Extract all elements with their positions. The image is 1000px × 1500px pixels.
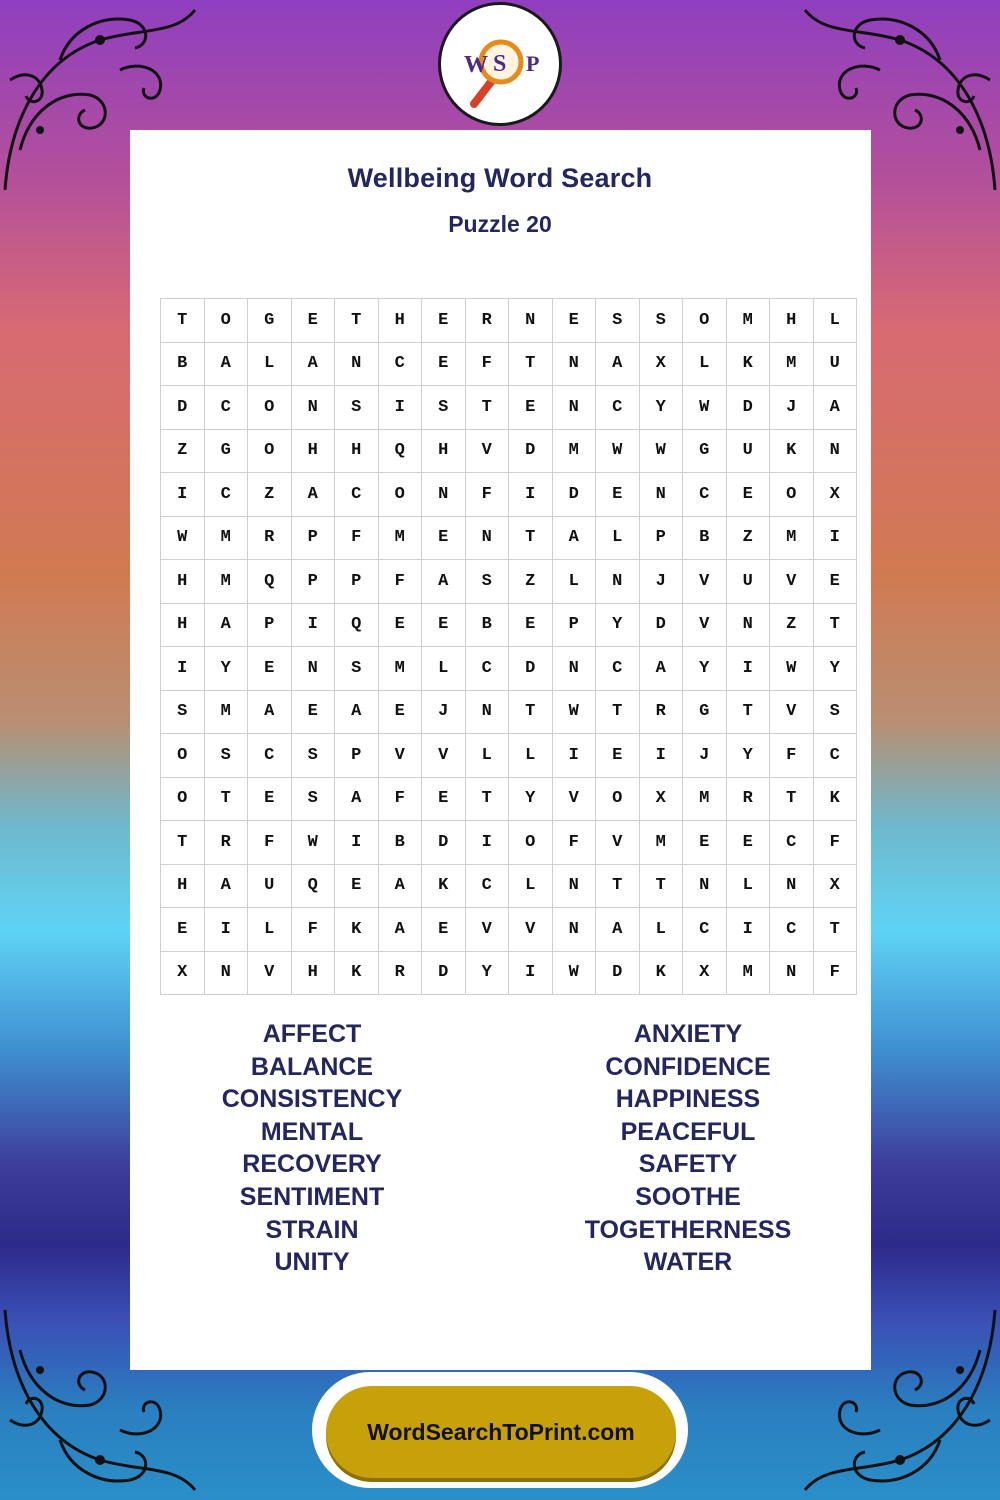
logo-letter-w: W [464, 52, 488, 78]
grid-cell[interactable]: E [422, 516, 466, 560]
grid-row [161, 386, 857, 430]
grid-cell[interactable]: W [639, 429, 683, 473]
grid-cell[interactable]: I [813, 516, 857, 560]
grid-cell[interactable]: V [422, 734, 466, 778]
grid-cell[interactable]: X [683, 951, 727, 995]
grid-row [161, 560, 857, 604]
grid-cell[interactable]: E [422, 777, 466, 821]
grid-cell[interactable]: A [335, 777, 379, 821]
grid-cell[interactable]: W [683, 386, 727, 430]
word-list-item: BALANCE [250, 1052, 374, 1081]
grid-cell[interactable]: T [509, 342, 553, 386]
grid-cell[interactable]: C [770, 908, 814, 952]
grid-cell[interactable]: P [335, 734, 379, 778]
grid-cell[interactable]: W [552, 951, 596, 995]
grid-cell[interactable]: V [770, 560, 814, 604]
grid-cell[interactable]: N [770, 951, 814, 995]
word-list-left [162, 1018, 462, 1279]
grid-cell[interactable]: E [422, 299, 466, 343]
grid-cell[interactable]: N [552, 386, 596, 430]
grid-cell[interactable]: G [248, 299, 292, 343]
grid-cell[interactable]: S [813, 690, 857, 734]
grid-cell[interactable]: Q [291, 864, 335, 908]
grid-cell[interactable]: U [248, 864, 292, 908]
grid-cell[interactable]: J [422, 690, 466, 734]
grid-cell[interactable]: D [161, 386, 205, 430]
grid-cell[interactable]: N [204, 951, 248, 995]
grid-cell[interactable]: N [552, 864, 596, 908]
grid-cell[interactable]: H [335, 429, 379, 473]
grid-cell[interactable]: L [509, 734, 553, 778]
grid-cell[interactable]: Y [683, 647, 727, 691]
grid-cell[interactable]: P [248, 603, 292, 647]
grid-cell[interactable]: K [639, 951, 683, 995]
word-list-right [538, 1018, 838, 1279]
grid-row [161, 473, 857, 517]
grid-cell[interactable]: S [422, 386, 466, 430]
grid-cell[interactable]: W [291, 821, 335, 865]
grid-cell[interactable]: Q [378, 429, 422, 473]
grid-cell[interactable]: A [378, 864, 422, 908]
grid-cell[interactable]: Y [204, 647, 248, 691]
grid-cell[interactable]: P [291, 560, 335, 604]
grid-cell[interactable]: V [248, 951, 292, 995]
word-list-item: HAPPINESS [615, 1085, 761, 1114]
grid-cell[interactable]: R [248, 516, 292, 560]
grid-cell[interactable]: Y [465, 951, 509, 995]
grid-cell[interactable]: A [291, 473, 335, 517]
grid-cell[interactable]: N [465, 516, 509, 560]
grid-cell[interactable]: N [596, 560, 640, 604]
grid-cell[interactable]: E [813, 560, 857, 604]
grid-cell[interactable]: M [204, 690, 248, 734]
website-link-button[interactable]: WordSearchToPrint.com [326, 1386, 676, 1478]
grid-cell[interactable]: I [335, 821, 379, 865]
grid-cell[interactable]: P [291, 516, 335, 560]
grid-cell[interactable]: H [770, 299, 814, 343]
grid-cell[interactable]: T [161, 299, 205, 343]
grid-cell[interactable]: C [248, 734, 292, 778]
grid-cell[interactable]: B [465, 603, 509, 647]
word-list-item: UNITY [274, 1248, 350, 1277]
grid-cell[interactable]: D [726, 386, 770, 430]
word-list-item: ANXIETY [633, 1020, 743, 1048]
grid-cell[interactable]: T [335, 299, 379, 343]
grid-cell[interactable]: S [465, 560, 509, 604]
grid-cell[interactable]: R [639, 690, 683, 734]
grid-cell[interactable]: S [291, 777, 335, 821]
grid-cell[interactable]: Z [770, 603, 814, 647]
grid-cell[interactable]: V [683, 603, 727, 647]
grid-cell[interactable]: C [596, 647, 640, 691]
grid-cell[interactable]: C [596, 386, 640, 430]
grid-cell[interactable]: D [509, 429, 553, 473]
grid-cell[interactable]: B [161, 342, 205, 386]
grid-cell[interactable]: O [248, 429, 292, 473]
puzzle-number: Puzzle 20 [448, 211, 552, 237]
grid-cell[interactable]: M [726, 951, 770, 995]
grid-cell[interactable]: F [378, 777, 422, 821]
grid-cell[interactable]: N [726, 603, 770, 647]
grid-cell[interactable]: L [726, 864, 770, 908]
grid-cell[interactable]: T [596, 864, 640, 908]
logo-letter-s: S [493, 51, 507, 77]
grid-cell[interactable]: A [596, 342, 640, 386]
grid-cell[interactable]: K [335, 951, 379, 995]
grid-cell[interactable]: E [248, 777, 292, 821]
grid-cell[interactable]: L [596, 516, 640, 560]
grid-cell[interactable]: C [683, 908, 727, 952]
grid-cell[interactable]: F [291, 908, 335, 952]
grid-cell[interactable]: E [291, 299, 335, 343]
word-list-item: SOOTHE [635, 1182, 741, 1211]
grid-cell[interactable]: O [770, 473, 814, 517]
word-list-item: CONSISTENCY [221, 1085, 403, 1114]
grid-cell[interactable]: A [378, 908, 422, 952]
word-list-item: CONFIDENCE [605, 1052, 771, 1081]
grid-cell[interactable]: N [291, 647, 335, 691]
grid-cell[interactable]: M [770, 342, 814, 386]
grid-cell[interactable]: M [204, 516, 248, 560]
grid-cell[interactable]: S [639, 299, 683, 343]
grid-row [161, 821, 857, 865]
grid-cell[interactable]: E [291, 690, 335, 734]
grid-cell[interactable]: R [378, 951, 422, 995]
grid-cell[interactable]: A [335, 690, 379, 734]
grid-cell[interactable]: I [204, 908, 248, 952]
grid-cell[interactable]: Y [509, 777, 553, 821]
grid-cell[interactable]: A [596, 908, 640, 952]
grid-cell[interactable]: F [335, 516, 379, 560]
grid-cell[interactable]: E [596, 473, 640, 517]
grid-cell[interactable]: T [596, 690, 640, 734]
grid-cell[interactable]: O [378, 473, 422, 517]
grid-cell[interactable]: I [161, 647, 205, 691]
grid-cell[interactable]: N [509, 299, 553, 343]
grid-cell[interactable]: T [204, 777, 248, 821]
grid-cell[interactable]: E [552, 299, 596, 343]
grid-row [161, 603, 857, 647]
word-list-item: RECOVERY [242, 1150, 382, 1179]
grid-cell[interactable]: Y [813, 647, 857, 691]
grid-row [161, 647, 857, 691]
grid-cell[interactable]: G [204, 429, 248, 473]
grid-cell[interactable]: I [465, 821, 509, 865]
grid-cell[interactable]: R [465, 299, 509, 343]
grid-cell[interactable]: D [422, 821, 466, 865]
grid-cell[interactable]: V [509, 908, 553, 952]
grid-cell[interactable]: E [596, 734, 640, 778]
grid-row [161, 299, 857, 343]
grid-cell[interactable]: S [204, 734, 248, 778]
grid-cell[interactable]: W [770, 647, 814, 691]
grid-cell[interactable]: V [552, 777, 596, 821]
grid-cell[interactable]: C [770, 821, 814, 865]
grid-cell[interactable]: F [465, 473, 509, 517]
grid-cell[interactable]: N [770, 864, 814, 908]
grid-row [161, 690, 857, 734]
grid-cell[interactable]: L [465, 734, 509, 778]
grid-cell[interactable]: N [813, 429, 857, 473]
grid-cell[interactable]: S [161, 690, 205, 734]
grid-cell[interactable]: C [465, 864, 509, 908]
grid-cell[interactable]: M [378, 516, 422, 560]
grid-cell[interactable]: I [291, 603, 335, 647]
grid-cell[interactable]: U [813, 342, 857, 386]
grid-cell[interactable]: E [422, 342, 466, 386]
grid-cell[interactable]: W [596, 429, 640, 473]
grid-cell[interactable]: C [335, 473, 379, 517]
grid-cell[interactable]: P [552, 603, 596, 647]
grid-cell[interactable]: K [726, 342, 770, 386]
grid-cell[interactable]: I [509, 951, 553, 995]
grid-cell[interactable]: T [509, 516, 553, 560]
grid-cell[interactable]: N [552, 908, 596, 952]
grid-cell[interactable]: A [639, 647, 683, 691]
grid-cell[interactable]: X [813, 864, 857, 908]
grid-cell[interactable]: S [335, 386, 379, 430]
grid-cell[interactable]: E [726, 473, 770, 517]
grid-cell[interactable]: K [422, 864, 466, 908]
grid-cell[interactable]: X [639, 342, 683, 386]
grid-cell[interactable]: R [204, 821, 248, 865]
grid-row [161, 429, 857, 473]
grid-cell[interactable]: Q [335, 603, 379, 647]
grid-cell[interactable]: L [683, 342, 727, 386]
grid-cell[interactable]: N [683, 864, 727, 908]
grid-cell[interactable]: E [422, 603, 466, 647]
grid-cell[interactable]: C [204, 386, 248, 430]
grid-cell[interactable]: A [291, 342, 335, 386]
grid-cell[interactable]: Y [596, 603, 640, 647]
grid-cell[interactable]: P [639, 516, 683, 560]
grid-cell[interactable]: I [378, 386, 422, 430]
grid-cell[interactable]: G [683, 429, 727, 473]
grid-cell[interactable]: S [335, 647, 379, 691]
grid-cell[interactable]: M [639, 821, 683, 865]
grid-cell[interactable]: N [291, 386, 335, 430]
grid-cell[interactable]: Z [509, 560, 553, 604]
grid-cell[interactable]: A [552, 516, 596, 560]
grid-cell[interactable]: E [509, 386, 553, 430]
grid-cell[interactable]: T [770, 777, 814, 821]
grid-cell[interactable]: N [552, 342, 596, 386]
grid-cell[interactable]: L [248, 342, 292, 386]
grid-cell[interactable]: U [726, 560, 770, 604]
grid-cell[interactable]: T [465, 386, 509, 430]
grid-cell[interactable]: X [813, 473, 857, 517]
grid-cell[interactable]: T [465, 777, 509, 821]
grid-cell[interactable]: E [378, 603, 422, 647]
grid-cell[interactable]: V [465, 908, 509, 952]
grid-cell[interactable]: C [204, 473, 248, 517]
grid-cell[interactable]: Z [161, 429, 205, 473]
grid-cell[interactable]: E [683, 821, 727, 865]
grid-cell[interactable]: O [161, 734, 205, 778]
grid-cell[interactable]: O [248, 386, 292, 430]
word-list-item: PEACEFUL [620, 1117, 756, 1146]
grid-cell[interactable]: A [813, 386, 857, 430]
grid-row [161, 734, 857, 778]
grid-cell[interactable]: I [639, 734, 683, 778]
grid-cell[interactable]: O [161, 777, 205, 821]
grid-cell[interactable]: S [291, 734, 335, 778]
grid-cell[interactable]: I [726, 908, 770, 952]
grid-cell[interactable]: O [683, 299, 727, 343]
word-list-item: MENTAL [260, 1117, 364, 1146]
grid-cell[interactable]: J [639, 560, 683, 604]
grid-cell[interactable]: T [161, 821, 205, 865]
grid-cell[interactable]: J [770, 386, 814, 430]
grid-cell[interactable]: W [552, 690, 596, 734]
grid-cell[interactable]: E [422, 908, 466, 952]
grid-cell[interactable]: F [378, 560, 422, 604]
grid-cell[interactable]: E [248, 647, 292, 691]
wsp-logo [438, 2, 562, 126]
grid-cell[interactable]: L [813, 299, 857, 343]
grid-cell[interactable]: I [509, 473, 553, 517]
grid-cell[interactable]: M [683, 777, 727, 821]
grid-cell[interactable]: A [204, 864, 248, 908]
grid-cell[interactable]: T [639, 864, 683, 908]
grid-cell[interactable]: H [378, 299, 422, 343]
grid-cell[interactable]: N [335, 342, 379, 386]
grid-cell[interactable]: U [726, 429, 770, 473]
grid-cell[interactable]: M [204, 560, 248, 604]
grid-cell[interactable]: I [552, 734, 596, 778]
grid-cell[interactable]: T [813, 908, 857, 952]
grid-cell[interactable]: G [683, 690, 727, 734]
grid-cell[interactable]: F [552, 821, 596, 865]
grid-cell[interactable]: H [291, 951, 335, 995]
grid-row [161, 777, 857, 821]
grid-cell[interactable]: V [465, 429, 509, 473]
grid-cell[interactable]: F [813, 821, 857, 865]
grid-cell[interactable]: C [813, 734, 857, 778]
grid-cell[interactable]: X [639, 777, 683, 821]
grid-cell[interactable]: T [509, 690, 553, 734]
logo-letter-p: P [526, 51, 540, 76]
grid-cell[interactable]: H [161, 603, 205, 647]
grid-cell[interactable]: B [378, 821, 422, 865]
grid-cell[interactable]: Q [248, 560, 292, 604]
word-search-grid [160, 298, 857, 995]
grid-cell[interactable]: Z [726, 516, 770, 560]
word-list-item: SENTIMENT [239, 1182, 385, 1211]
grid-cell[interactable]: K [813, 777, 857, 821]
grid-cell[interactable]: E [161, 908, 205, 952]
grid-cell[interactable]: E [726, 821, 770, 865]
page-title: Wellbeing Word Search [347, 163, 653, 193]
word-list-item: WATER [643, 1248, 733, 1277]
grid-cell[interactable]: C [465, 647, 509, 691]
grid-cell[interactable]: O [596, 777, 640, 821]
grid-cell[interactable]: V [770, 690, 814, 734]
grid-cell[interactable]: A [248, 690, 292, 734]
grid-cell[interactable]: S [596, 299, 640, 343]
grid-cell[interactable]: D [596, 951, 640, 995]
grid-cell[interactable]: T [726, 690, 770, 734]
grid-cell[interactable]: H [422, 429, 466, 473]
grid-cell[interactable]: F [813, 951, 857, 995]
grid-cell[interactable]: M [552, 429, 596, 473]
grid-cell[interactable]: E [335, 864, 379, 908]
grid-cell[interactable]: K [335, 908, 379, 952]
grid-cell[interactable]: D [509, 647, 553, 691]
grid-cell[interactable]: O [509, 821, 553, 865]
grid-cell[interactable]: F [248, 821, 292, 865]
grid-cell[interactable]: Y [726, 734, 770, 778]
grid-cell[interactable]: N [422, 473, 466, 517]
grid-cell[interactable]: A [204, 342, 248, 386]
grid-cell[interactable]: L [509, 864, 553, 908]
word-list-item: STRAIN [265, 1215, 359, 1244]
grid-cell[interactable]: R [726, 777, 770, 821]
grid-cell[interactable]: D [639, 603, 683, 647]
grid-cell[interactable]: E [378, 690, 422, 734]
grid-cell[interactable]: L [639, 908, 683, 952]
word-list-item: TOGETHERNESS [584, 1215, 792, 1244]
word-list-item: AFFECT [262, 1020, 362, 1048]
grid-cell[interactable]: N [639, 473, 683, 517]
grid-cell[interactable]: W [161, 516, 205, 560]
grid-row [161, 908, 857, 952]
grid-cell[interactable]: D [552, 473, 596, 517]
grid-cell[interactable]: J [683, 734, 727, 778]
grid-cell[interactable]: V [378, 734, 422, 778]
grid-row [161, 951, 857, 995]
grid-cell[interactable]: F [770, 734, 814, 778]
grid-cell[interactable]: H [161, 560, 205, 604]
grid-cell[interactable]: Z [248, 473, 292, 517]
grid-cell[interactable]: I [726, 647, 770, 691]
grid-cell[interactable]: A [422, 560, 466, 604]
grid-cell[interactable]: A [204, 603, 248, 647]
grid-cell[interactable]: I [161, 473, 205, 517]
grid-cell[interactable]: N [465, 690, 509, 734]
grid-cell[interactable]: K [770, 429, 814, 473]
grid-cell[interactable]: C [378, 342, 422, 386]
grid-row [161, 864, 857, 908]
grid-cell[interactable]: M [726, 299, 770, 343]
grid-cell[interactable]: V [683, 560, 727, 604]
grid-cell[interactable]: N [552, 647, 596, 691]
grid-cell[interactable]: T [813, 603, 857, 647]
grid-row [161, 516, 857, 560]
grid-cell[interactable]: L [422, 647, 466, 691]
grid-cell[interactable]: P [335, 560, 379, 604]
grid-cell[interactable]: B [683, 516, 727, 560]
grid-cell[interactable]: L [248, 908, 292, 952]
grid-cell[interactable]: E [509, 603, 553, 647]
grid-cell[interactable]: L [552, 560, 596, 604]
grid-cell[interactable]: V [596, 821, 640, 865]
grid-cell[interactable]: D [422, 951, 466, 995]
word-list-item: SAFETY [638, 1150, 738, 1179]
grid-cell[interactable]: C [683, 473, 727, 517]
grid-cell[interactable]: X [161, 951, 205, 995]
grid-cell[interactable]: M [770, 516, 814, 560]
grid-cell[interactable]: M [378, 647, 422, 691]
grid-row [161, 342, 857, 386]
grid-cell[interactable]: F [465, 342, 509, 386]
grid-cell[interactable]: Y [639, 386, 683, 430]
grid-cell[interactable]: H [291, 429, 335, 473]
grid-cell[interactable]: H [161, 864, 205, 908]
grid-cell[interactable]: O [204, 299, 248, 343]
